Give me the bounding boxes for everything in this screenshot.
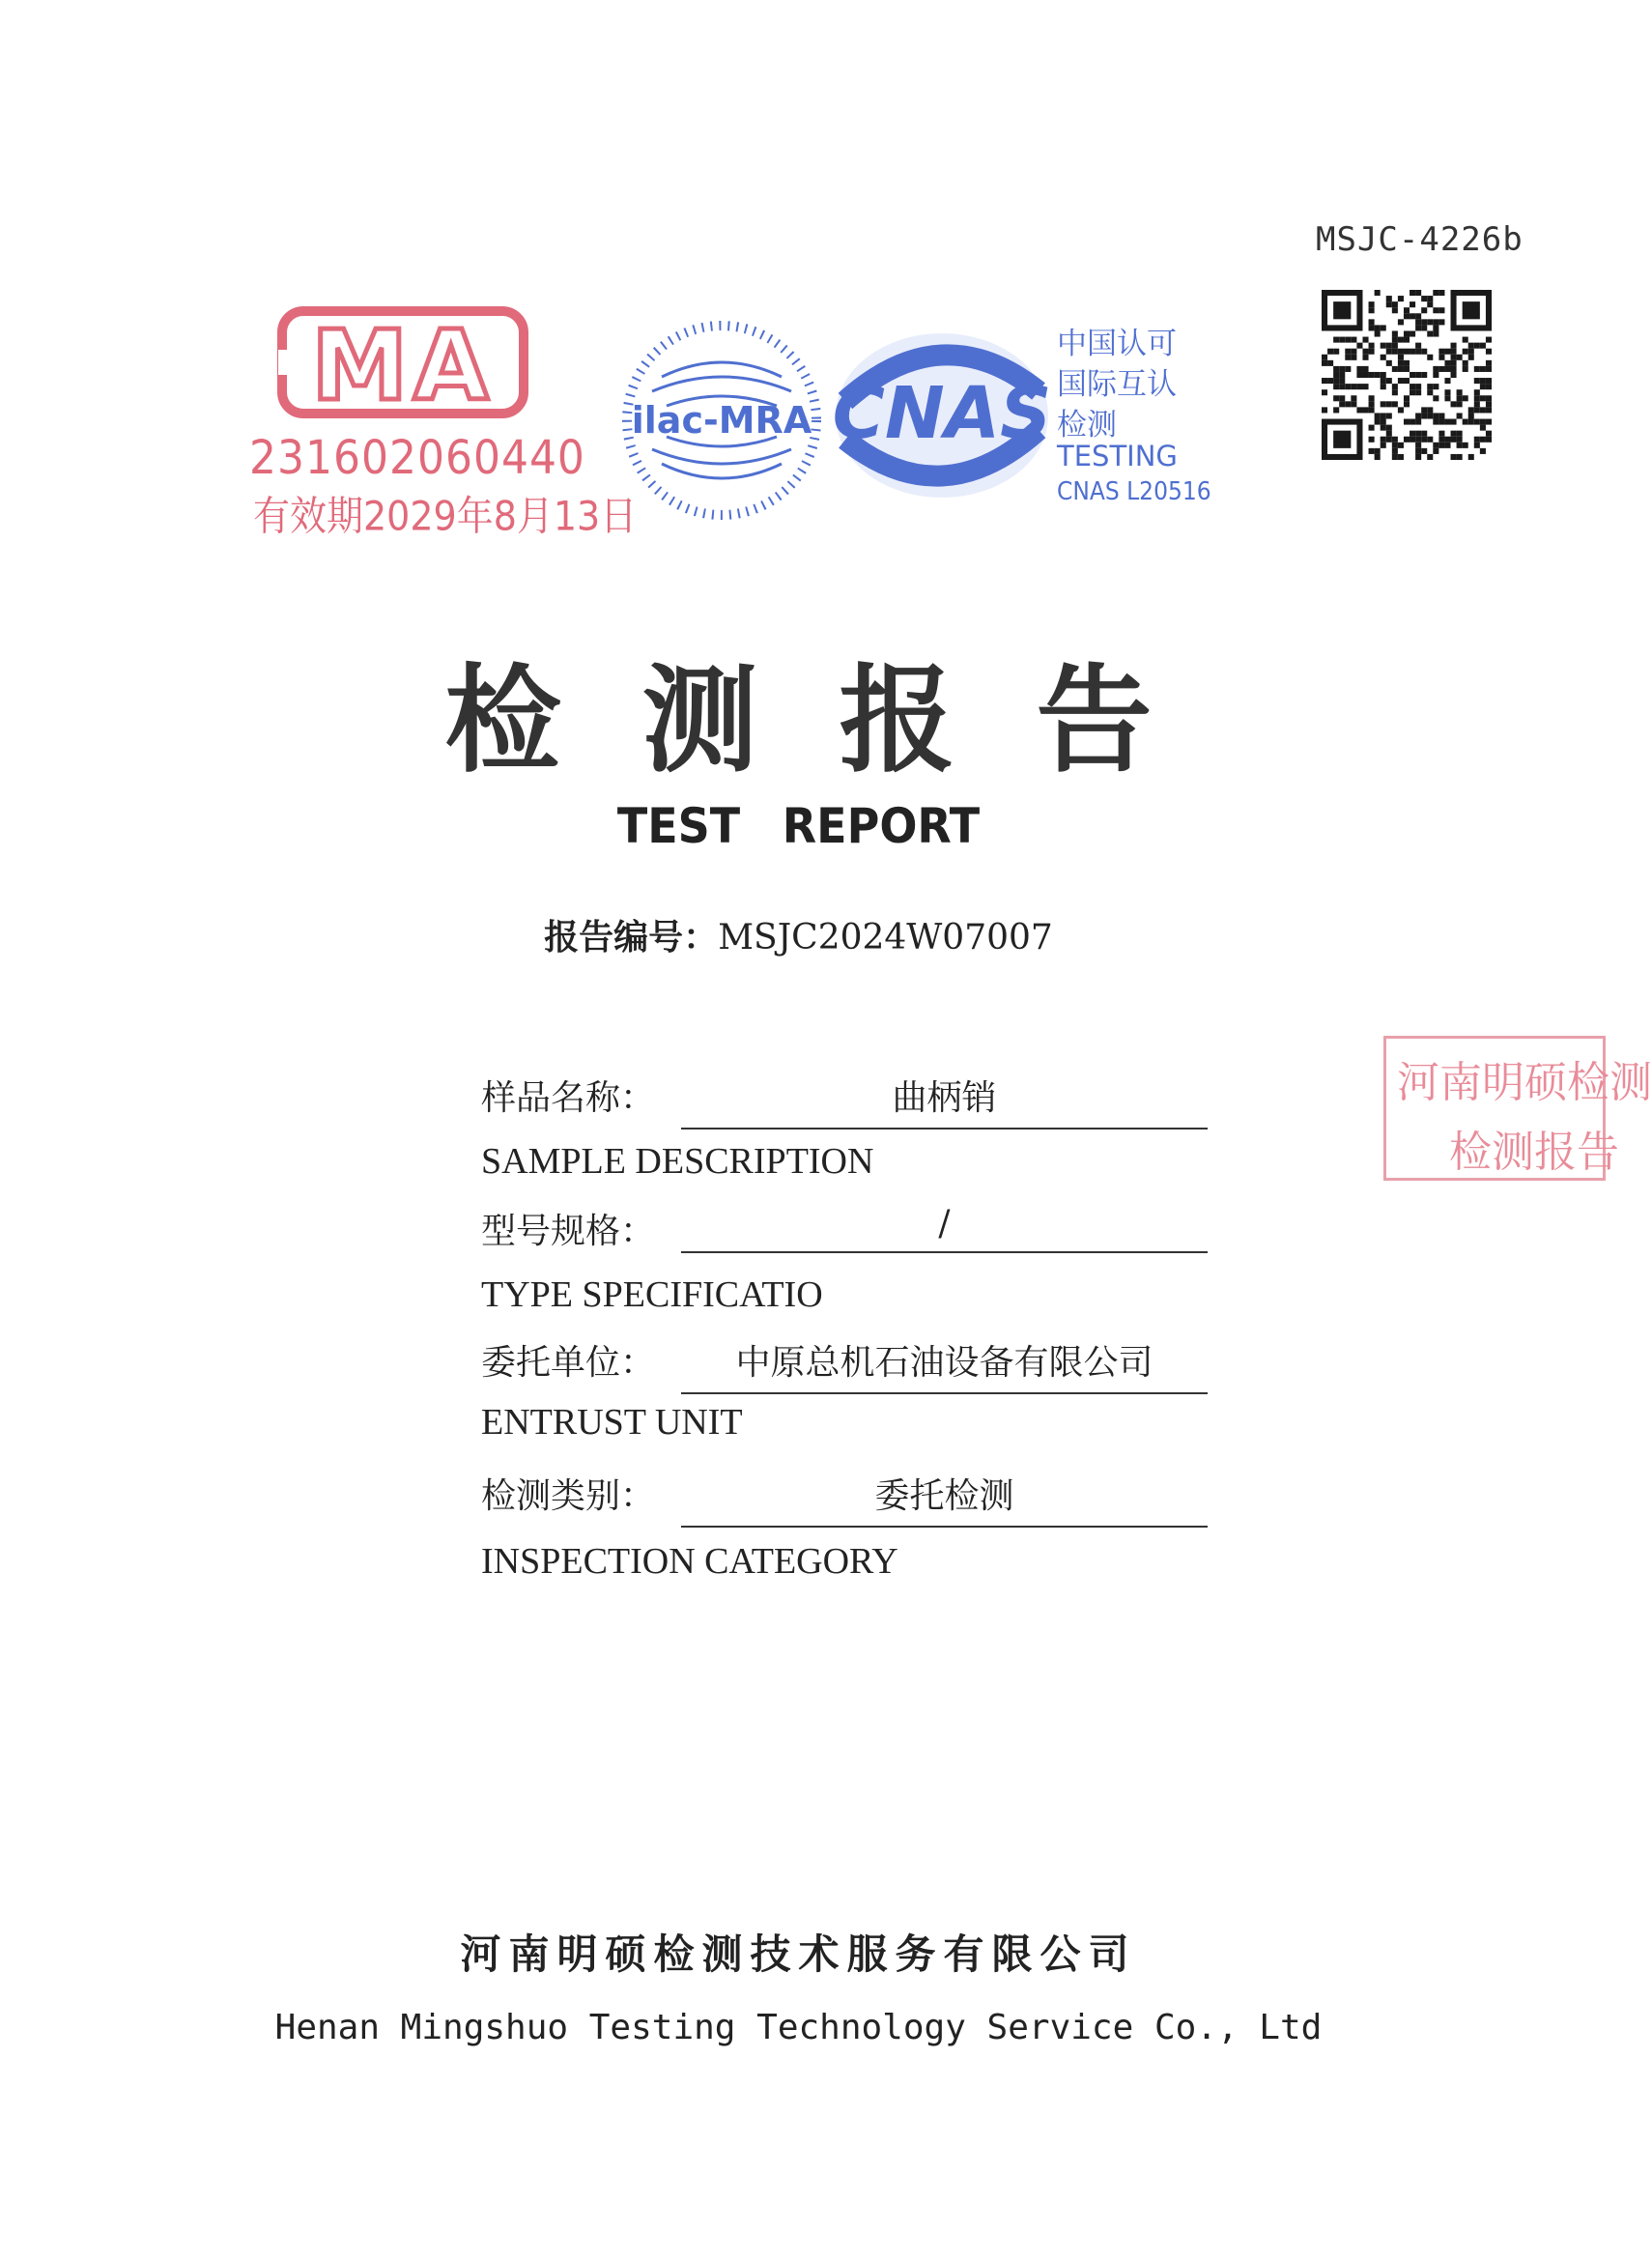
type-spec-label-en: TYPE SPECIFICATIO (481, 1274, 823, 1315)
inspection-category-value: 委托检测 (681, 1469, 1208, 1528)
cnas-logo-icon (826, 324, 1058, 507)
inspection-category-label-en: INSPECTION CATEGORY (481, 1541, 898, 1582)
cnas-mark-text: CNAS (832, 372, 1052, 455)
report-number (0, 910, 1597, 959)
seal-text-line1: 河南明硕检测 (1397, 1058, 1652, 1107)
entrust-unit-value: 中原总机石油设备有限公司 (681, 1335, 1208, 1394)
cnas-caption-testing: TESTING (1057, 440, 1178, 472)
sample-name-value: 曲柄销 (681, 1071, 1208, 1130)
cma-number: 231602060440 (249, 431, 585, 486)
ilac-mra-logo-icon (623, 319, 821, 522)
cnas-caption-line1: 中国认可 (1057, 327, 1177, 361)
sample-name-label: 样品名称： (481, 1078, 656, 1118)
cma-stamp-icon (278, 300, 527, 425)
report-title-en: TEST REPORT (616, 798, 981, 854)
seal-text-line2: 检测报告 (1449, 1128, 1619, 1177)
cnas-caption-line2: 国际互认 (1057, 367, 1177, 402)
cma-validity: 有效期2029年8月13日 (253, 492, 638, 540)
entrust-unit-label-en: ENTRUST UNIT (481, 1402, 743, 1443)
sample-description-label-en: SAMPLE DESCRIPTION (481, 1141, 874, 1182)
document-code: MSJC-4226b (1316, 220, 1524, 259)
report-title-cn: 检测报告 (444, 652, 1234, 788)
report-number-value: MSJC2024W07007 (718, 918, 1053, 958)
company-name-en: Henan Mingshuo Testing Technology Service Co., Ltd (274, 2008, 1323, 2047)
cnas-accreditation-id: CNAS L20516 (1057, 477, 1211, 506)
inspection-category-label: 检测类别： (481, 1476, 656, 1516)
cnas-caption-line3: 检测 (1057, 408, 1117, 443)
entrust-unit-label: 委托单位： (481, 1343, 656, 1383)
type-spec-value: / (681, 1204, 1208, 1253)
cma-mark-text: MA (311, 309, 495, 422)
report-number-label: 报告编号： (544, 918, 719, 958)
company-name-cn: 河南明硕检测技术服务有限公司 (460, 1930, 1137, 1978)
type-spec-label: 型号规格： (481, 1212, 656, 1251)
ilac-mark-text: ilac-MRA (631, 399, 812, 442)
qr-code-image (1322, 290, 1492, 460)
